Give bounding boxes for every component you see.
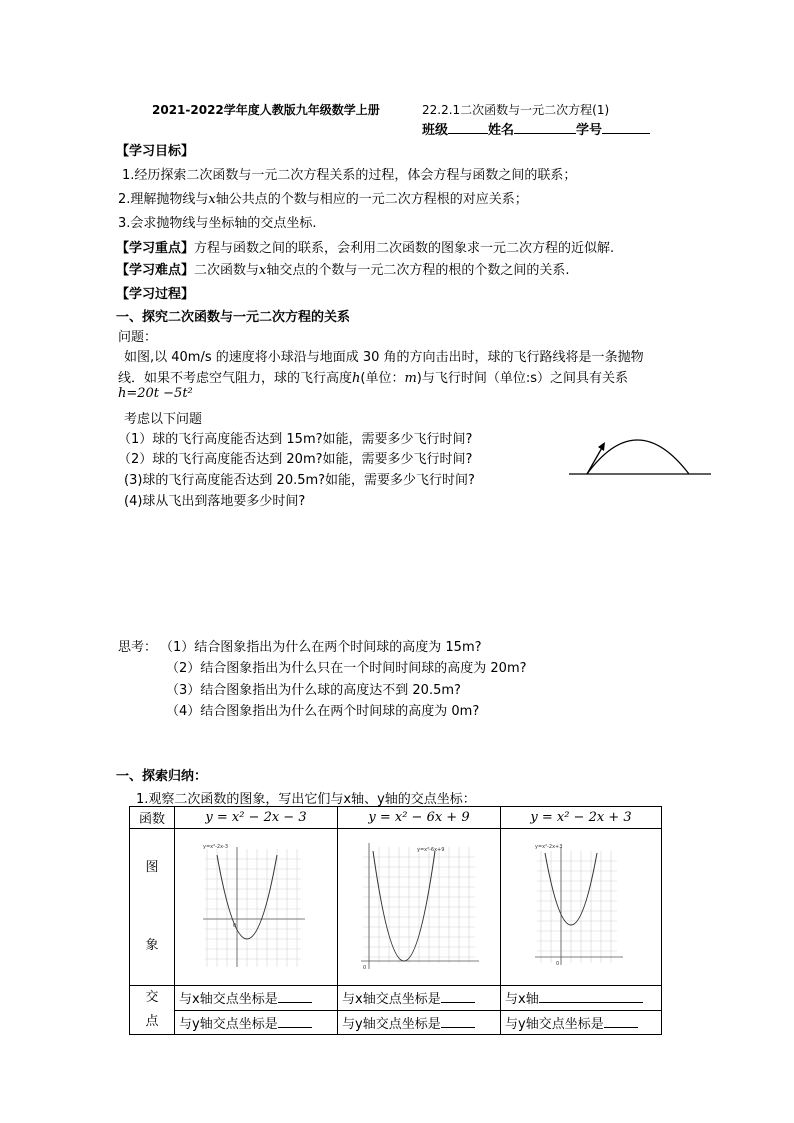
x-intercept-cell-1[interactable]: 与x轴交点坐标是 (175, 986, 338, 1011)
think-label: 思考： (118, 640, 158, 655)
svg-text:0: 0 (233, 923, 237, 929)
goal-item-3: 3.会求抛物线与坐标轴的交点坐标. (118, 216, 317, 231)
height-formula: h=20t −5t² (118, 386, 193, 401)
y-intercept-cell-1[interactable]: 与y轴交点坐标是 (175, 1010, 338, 1035)
class-blank[interactable] (448, 120, 488, 134)
x-intercept-cell-3[interactable]: 与x轴 (501, 986, 662, 1011)
x-intercept-cell-2[interactable]: 与x轴交点坐标是 (338, 986, 501, 1011)
goal-item-1: 1.经历探索二次函数与一元二次方程关系的过程，体会方程与函数之间的联系； (122, 168, 577, 183)
question-1: （1）球的飞行高度能否达到 15m?如能，需要多少飞行时间? (118, 432, 473, 447)
name-blank[interactable] (514, 120, 576, 134)
svg-text:0: 0 (556, 961, 560, 967)
parabola-graph-2 (355, 837, 483, 973)
section2-instruction: 1.观察二次函数的图象，写出它们与x轴、y轴的交点坐标： (136, 792, 476, 807)
y-intercept-cell-3[interactable]: 与y轴交点坐标是 (501, 1010, 662, 1035)
id-blank[interactable] (602, 120, 650, 134)
think-item-4: （4）结合图象指出为什么在两个时间球的高度为 0m? (166, 704, 480, 719)
student-info (422, 119, 650, 138)
consider-label: 考虑以下问题 (124, 412, 203, 427)
function-2: y = x² − 6x + 9 (338, 807, 501, 829)
trajectory-figure (565, 430, 715, 480)
goals-heading: 【学习目标】 (116, 144, 195, 159)
graph-1-label: y=x²-2x-3 (203, 844, 229, 850)
problem-para-1: 如图,以 40m/s 的速度将小球沿与地面成 30 角的方向击出时，球的飞行路线将是一条抛物 (124, 350, 644, 365)
key-point: 【学习重点】方程与函数之间的联系，会利用二次函数的图象求一元二次方程的近似解. (116, 241, 615, 256)
think-item-2: （2）结合图象指出为什么只在一个时间时间球的高度为 20m? (166, 661, 527, 676)
graph-cell-3 (501, 829, 662, 986)
function-3: y = x² − 2x + 3 (501, 807, 662, 829)
parabola-graph-3 (533, 839, 629, 971)
function-table (129, 806, 662, 1035)
question-4: (4)球从飞出到落地要多少时间? (124, 494, 306, 509)
class-label: 班级 (422, 123, 449, 138)
graph-3-label: y=x²-2x+3 (535, 844, 563, 850)
doc-title: 2021-2022学年度人教版九年级数学上册 (152, 103, 380, 117)
problem-para-2: 线．如果不考虑空气阻力，球的飞行高度h(单位：m)与飞行时间（单位:s）之间具有关系 (118, 371, 629, 386)
question-3: (3)球的飞行高度能否达到 20.5m?如能，需要多少飞行时间? (124, 473, 475, 488)
graph-2-label: y=x²-6x+9 (417, 847, 445, 853)
lesson-title: 22.2.1二次函数与一元二次方程(1) (422, 103, 610, 117)
svg-text:0: 0 (363, 965, 367, 971)
section2-heading: 一、探索归纳： (116, 769, 208, 784)
parabola-graph-1 (201, 839, 311, 971)
intersection-row-label: 交 点 (130, 986, 175, 1035)
think-item-1: （1）结合图象指出为什么在两个时间球的高度为 15m? (160, 640, 482, 655)
problem-label: 问题： (118, 330, 158, 345)
function-1: y = x² − 2x − 3 (175, 807, 338, 829)
y-intercept-cell-2[interactable]: 与y轴交点坐标是 (338, 1010, 501, 1035)
graph-cell-1 (175, 829, 338, 986)
section1-heading: 一、探究二次函数与一元二次方程的关系 (116, 310, 351, 325)
question-2: （2）球的飞行高度能否达到 20m?如能，需要多少飞行时间? (118, 452, 473, 467)
goal-item-2: 2.理解抛物线与x轴公共点的个数与相应的一元二次方程根的对应关系； (118, 192, 528, 207)
difficulty: 【学习难点】二次函数与x轴交点的个数与一元二次方程的根的个数之间的关系. (116, 263, 570, 278)
launch-arrow (587, 446, 603, 474)
process-heading: 【学习过程】 (116, 287, 195, 302)
name-label: 姓名 (488, 123, 515, 138)
think-item-3: （3）结合图象指出为什么球的高度达不到 20.5m? (166, 683, 461, 698)
table-head-label: 函数 (130, 807, 175, 829)
graph-row-label: 图 象 (130, 829, 175, 986)
graph-cell-2 (338, 829, 501, 986)
id-label: 学号 (576, 123, 603, 138)
